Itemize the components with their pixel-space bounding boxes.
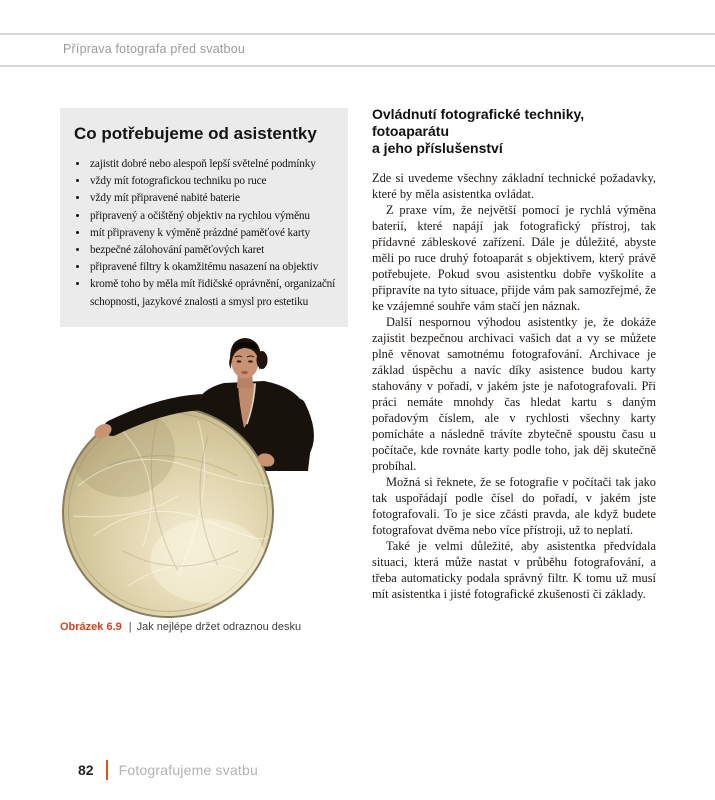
reflector-disc — [63, 405, 273, 617]
body-paragraph: Také je velmi důležité, aby asistentka předvídala situaci, která může nastat v průběhu fotografování, a třeba automaticky podala správný filtr. K tomu už musí mít asistentka i jisté fotografické zkušenosti či základy. — [372, 539, 656, 601]
figure-caption — [60, 621, 301, 633]
list-item: • mít připraveny k výměně prázdné paměťové karty — [89, 225, 340, 242]
footer-divider — [106, 760, 108, 780]
section-heading — [372, 106, 656, 157]
figure-caption-text: Jak nejlépe držet odraznou desku — [136, 621, 302, 633]
page-number: 82 — [78, 762, 94, 778]
body-paragraph: Další nespornou výhodou asistentky je, že dokáže zajistit bezpečnou archivaci vašich dat a vy se můžete plně věnovat samotnému fotografování. Archivace je základ úspěchu a navíc díky asistence budou karty stahovány v pořadí, v jakém jste je nafotografovali. Při práci nemáte mnohdy čas hledat kartu s daným pořadovým číslem, ale v rychlosti všechny karty pomícháte a následně trávíte zbytečně spoustu času u počítače, kde rovnáte karty podle toho, jak děj skutečně probíhal. — [372, 315, 656, 473]
body-paragraph: Zde si uvedeme všechny základní technické požadavky, které by měla asistentka ovládat. — [372, 171, 656, 201]
header-rule-top — [0, 33, 715, 35]
section-heading-line2: a jeho příslušenství — [372, 140, 503, 156]
page-footer — [78, 760, 258, 780]
reflector-photo-illustration — [58, 336, 350, 620]
list-item: • připravené filtry k okamžitému nasazení na objektiv — [89, 259, 340, 276]
list-item: • vždy mít připravené nabité baterie — [89, 190, 340, 207]
book-title: Fotografujeme svatbu — [118, 762, 258, 778]
list-item: • bezpečné zálohování paměťových karet — [89, 242, 340, 259]
figure-caption-separator: | — [128, 621, 132, 633]
list-item: • kromě toho by měla mít řidičské oprávnění, organizační schopnosti, jazykové znalosti a smysl pro estetiku — [89, 276, 340, 310]
running-head: Příprava fotografa před svatbou — [63, 42, 245, 56]
body-paragraph: Z praxe vím, že největší pomocí je rychlá výměna baterií, které napájí jak fotografický přístroj, tak přídavné zábleskové zařízení. Dále je důležité, abyste měli po ruce druhý fotoaparát s objektivem, který právě potřebujete. Pokud svou asistentku dobře vyškolíte a připravíte na tyto situace, přijde vám pak samozřejmé, že ke vzájemné souhře vám stačí jen náznak. — [372, 203, 656, 313]
header-rule-bottom — [0, 65, 715, 67]
article-column — [372, 106, 656, 602]
list-item: • zajistit dobré nebo alespoň lepší světelné podmínky — [89, 156, 340, 173]
info-box — [60, 108, 348, 327]
figure-caption-label: Obrázek 6.9 — [60, 621, 122, 633]
info-box-list — [72, 156, 340, 311]
figure-photo — [58, 336, 350, 620]
section-heading-line1: Ovládnutí fotografické techniky, fotoaparátu — [372, 106, 585, 139]
list-item: • připravený a očištěný objektiv na rychlou výměnu — [89, 208, 340, 225]
body-paragraph: Možná si řeknete, že se fotografie v počítači tak jako tak uspořádají podle čísel do pořadí, v jakém jste fotografovali. To je sice zčásti pravda, ale když budete fotografovat dvěma nebo více přístroji, už to neplatí. — [372, 475, 656, 537]
list-item: • vždy mít fotografickou techniku po ruce — [89, 173, 340, 190]
info-box-title: Co potřebujeme od asistentky — [74, 124, 317, 143]
